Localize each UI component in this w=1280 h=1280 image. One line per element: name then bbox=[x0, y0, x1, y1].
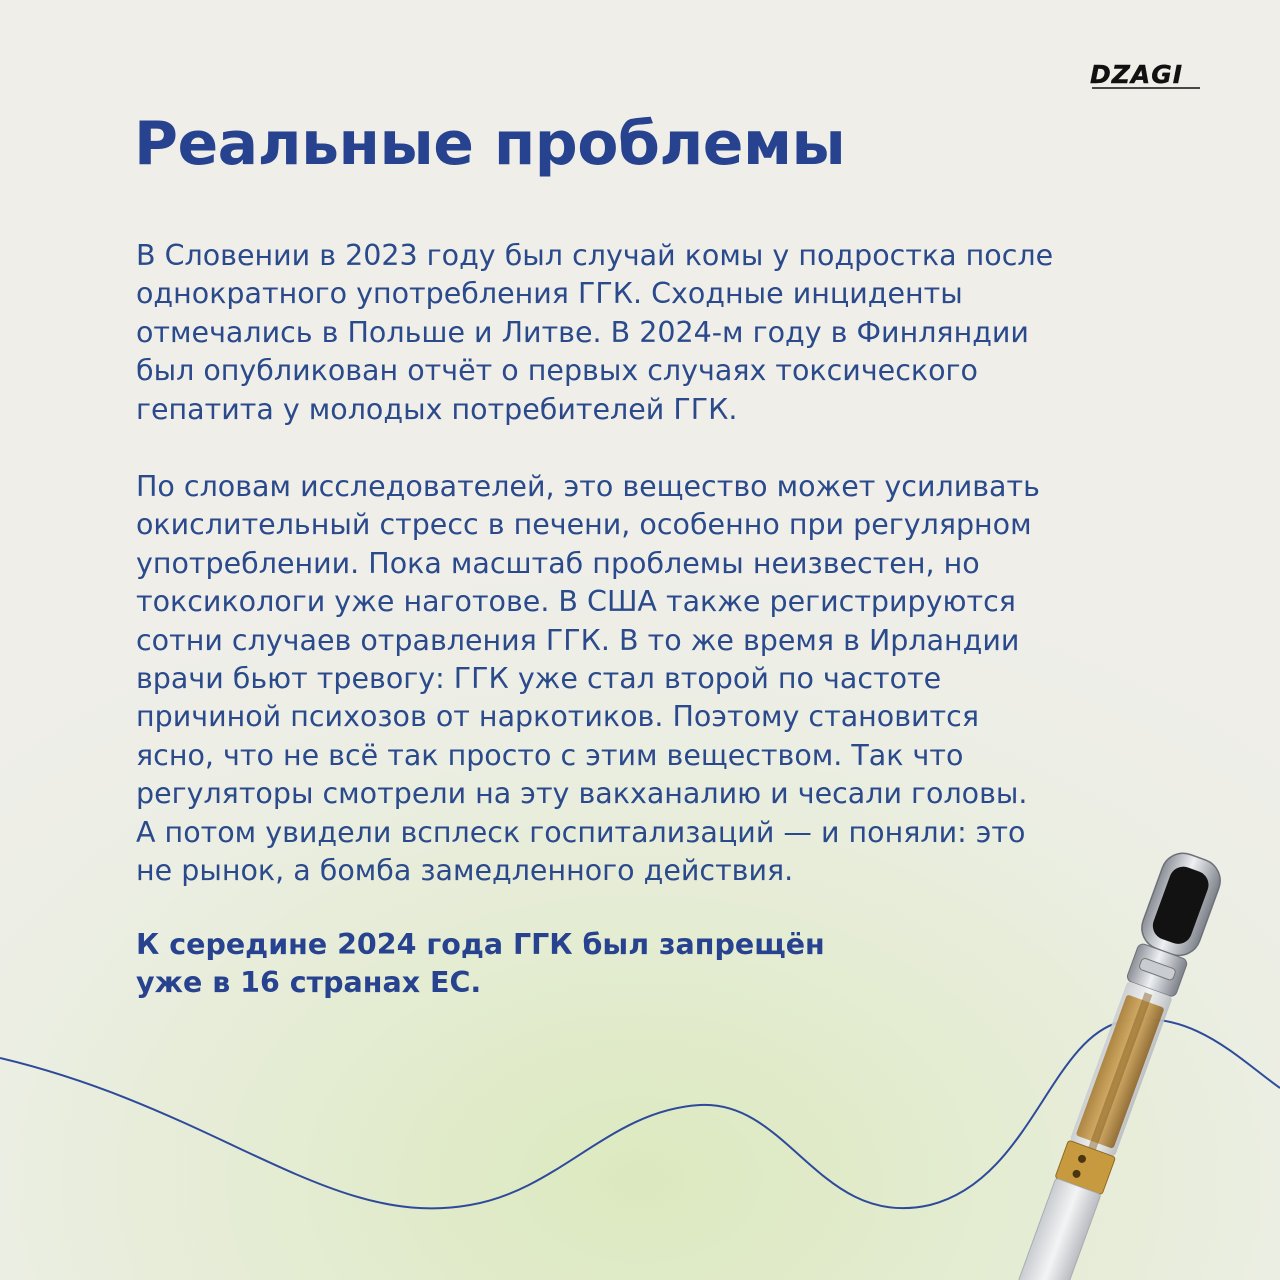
paragraph-line: однократного употребления ГГК. Сходные инциденты bbox=[136, 277, 963, 311]
paragraph-line: окислительный стресс в печени, особенно при регулярном bbox=[136, 508, 1032, 542]
paragraph-line: ясно, что не всё так просто с этим веществом. Так что bbox=[136, 738, 964, 772]
paragraph-line: По словам исследователей, это вещество может усиливать bbox=[136, 470, 1040, 503]
paragraph-1 bbox=[136, 237, 1176, 429]
paragraph-line: токсикологи уже наготове. В США также регистрируются bbox=[136, 585, 1016, 619]
paragraph-line: А потом увидели всплеск госпитализаций — и поняли: это bbox=[136, 815, 1026, 849]
brand-logo-icon bbox=[1088, 56, 1208, 92]
conclusion-line: К середине 2024 года ГГК был запрещён bbox=[136, 928, 825, 961]
vape-cartridge-icon bbox=[960, 820, 1280, 1280]
conclusion-line: уже в 16 странах ЕС. bbox=[136, 966, 482, 1000]
page-title: Реальные проблемы bbox=[134, 109, 846, 179]
paragraph-line: был опубликован отчёт о первых случаях токсического bbox=[136, 354, 978, 388]
conclusion-text bbox=[136, 926, 825, 1003]
paragraph-line: сотни случаев отравления ГГК. В то же время в Ирландии bbox=[136, 623, 1020, 657]
paragraph-line: В Словении в 2023 году был случай комы у подростка после bbox=[136, 239, 1054, 272]
paragraph-line: регуляторы смотрели на эту вакханалию и чесали головы. bbox=[136, 777, 1028, 811]
paragraph-line: врачи бьют тревогу: ГГК уже стал второй по частоте bbox=[136, 662, 942, 696]
paragraph-line: не рынок, а бомба замедленного действия. bbox=[136, 854, 794, 888]
paragraph-line: гепатита у молодых потребителей ГГК. bbox=[136, 392, 738, 426]
paragraph-line: отмечались в Польше и Литве. В 2024-м году в Финляндии bbox=[136, 315, 1029, 349]
paragraph-line: причиной психозов от наркотиков. Поэтому становится bbox=[136, 700, 979, 734]
brand-logo-text: DZAGI bbox=[1090, 60, 1184, 89]
paragraph-line: употреблении. Пока масштаб проблемы неизвестен, но bbox=[136, 546, 980, 580]
